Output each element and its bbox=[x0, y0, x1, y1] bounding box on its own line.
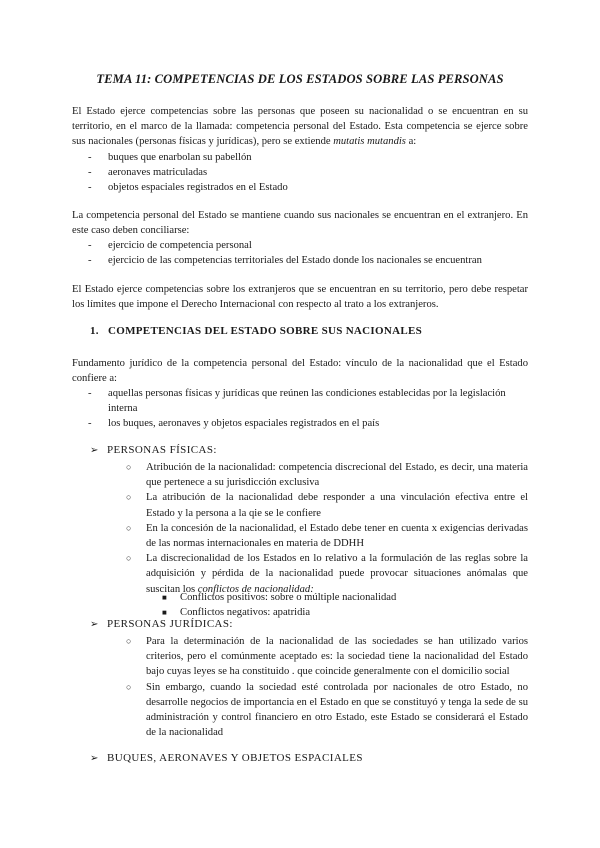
intro-list bbox=[88, 150, 528, 196]
list-item: - ejercicio de las competencias territoriales del Estado donde los nacionales se encuentran bbox=[88, 253, 528, 268]
arrow-icon: ➢ bbox=[90, 753, 99, 764]
heading-text: PERSONAS FÍSICAS: bbox=[107, 444, 217, 456]
list-item: - ejercicio de competencia personal bbox=[88, 238, 528, 253]
intro-text: El Estado ejerce competencias sobre las personas que poseen su nacionalidad o se encuentran en su territorio, en el marco de la llamada: competencia personal del Estado. Esta competencia se ejerce sobre sus nacionales (personas físicas y jurídicas), pero se extiende bbox=[72, 106, 528, 148]
list-item: ■ Conflictos negativos: apatridia bbox=[162, 605, 522, 620]
list-item: - aeronaves matriculadas bbox=[88, 165, 528, 180]
list-item: ○ Sin embargo, cuando la sociedad esté controlada por nacionales de otro Estado, no desarrolle negocios de importancia en el Estado en que se constituyó y tenga la sede de su administración y control financiero en otro Estado, este Estado se considerará el Estado de la nacionalidad bbox=[126, 680, 528, 741]
intro-italic: mutatis mutandis bbox=[333, 136, 406, 148]
list-item: - objetos espaciales registrados en el Estado bbox=[88, 180, 528, 195]
heading-buques bbox=[90, 752, 363, 764]
list-item: ○ En la concesión de la nacionalidad, el Estado debe tener en cuenta x exigencias derivadas de las normas internacionales en materia de DDHH bbox=[126, 521, 528, 551]
juridicas-list bbox=[126, 634, 528, 740]
document-title: TEMA 11: COMPETENCIAS DE LOS ESTADOS SOBRE LAS PERSONAS bbox=[96, 72, 504, 86]
section-list bbox=[88, 386, 528, 432]
heading-text: BUQUES, AERONAVES Y OBJETOS ESPACIALES bbox=[107, 752, 363, 764]
p2-list bbox=[88, 238, 528, 268]
item-italic: conflictos de nacionalidad: bbox=[197, 583, 314, 595]
list-item: ○ La atribución de la nacionalidad debe responder a una vinculación efectiva entre el Estado y la persona a la qie se le confiere bbox=[126, 490, 528, 520]
list-item: ○ Atribución de la nacionalidad: competencia discrecional del Estado, es decir, una materia que pertenece a su jurisdicción exclusiva bbox=[126, 460, 528, 490]
paragraph-2: La competencia personal del Estado se mantiene cuando sus nacionales se encuentran en el extranjero. En este caso deben conciliarse: bbox=[72, 210, 528, 237]
intro-paragraph bbox=[72, 104, 528, 150]
intro-text-end: a: bbox=[405, 136, 417, 148]
section-heading bbox=[90, 325, 422, 337]
section-number: 1. bbox=[90, 325, 99, 337]
list-item: - aquellas personas físicas y jurídicas que reúnen las condiciones establecidas por la legislación interna bbox=[88, 386, 528, 416]
list-item: ○ Para la determinación de la nacionalidad de las sociedades se han utilizado varios criterios, pero el comúnmente aceptado es: la sociedad tiene la nacionalidad del Estado bajo cuyas leyes se ha constituido . que coincide generalmente con el domicilio social bbox=[126, 634, 528, 680]
section-intro: Fundamento jurídico de la competencia personal del Estado: vínculo de la nacionalidad que el Estado confiere a: bbox=[72, 358, 528, 385]
section-title: COMPETENCIAS DEL ESTADO SOBRE SUS NACIONALES bbox=[108, 325, 423, 337]
list-item: - buques que enarbolan su pabellón bbox=[88, 150, 528, 165]
arrow-icon: ➢ bbox=[90, 619, 99, 630]
heading-text: PERSONAS JURÍDICAS: bbox=[107, 618, 233, 630]
list-item: ■ Conflictos positivos: sobre o múltiple nacionalidad bbox=[162, 590, 522, 605]
arrow-icon: ➢ bbox=[90, 445, 99, 456]
heading-personas-fisicas bbox=[90, 444, 217, 456]
conflicts-list bbox=[162, 590, 522, 620]
item-text: La discrecionalidad de los Estados en lo relativo a la formulación de las reglas sobre la adquisición y pérdida de la nacionalidad puede provocar situaciones anómalas que suscitan los bbox=[146, 553, 528, 595]
heading-personas-juridicas bbox=[90, 618, 233, 630]
fisicas-list bbox=[126, 460, 528, 597]
paragraph-3: El Estado ejerce competencias sobre los extranjeros que se encuentran en su territorio, pero debe respetar los límites que impone el Derecho Internacional con respecto al trato a los extranjeros. bbox=[72, 284, 528, 311]
list-item: - los buques, aeronaves y objetos espaciales registrados en el país bbox=[88, 416, 528, 431]
